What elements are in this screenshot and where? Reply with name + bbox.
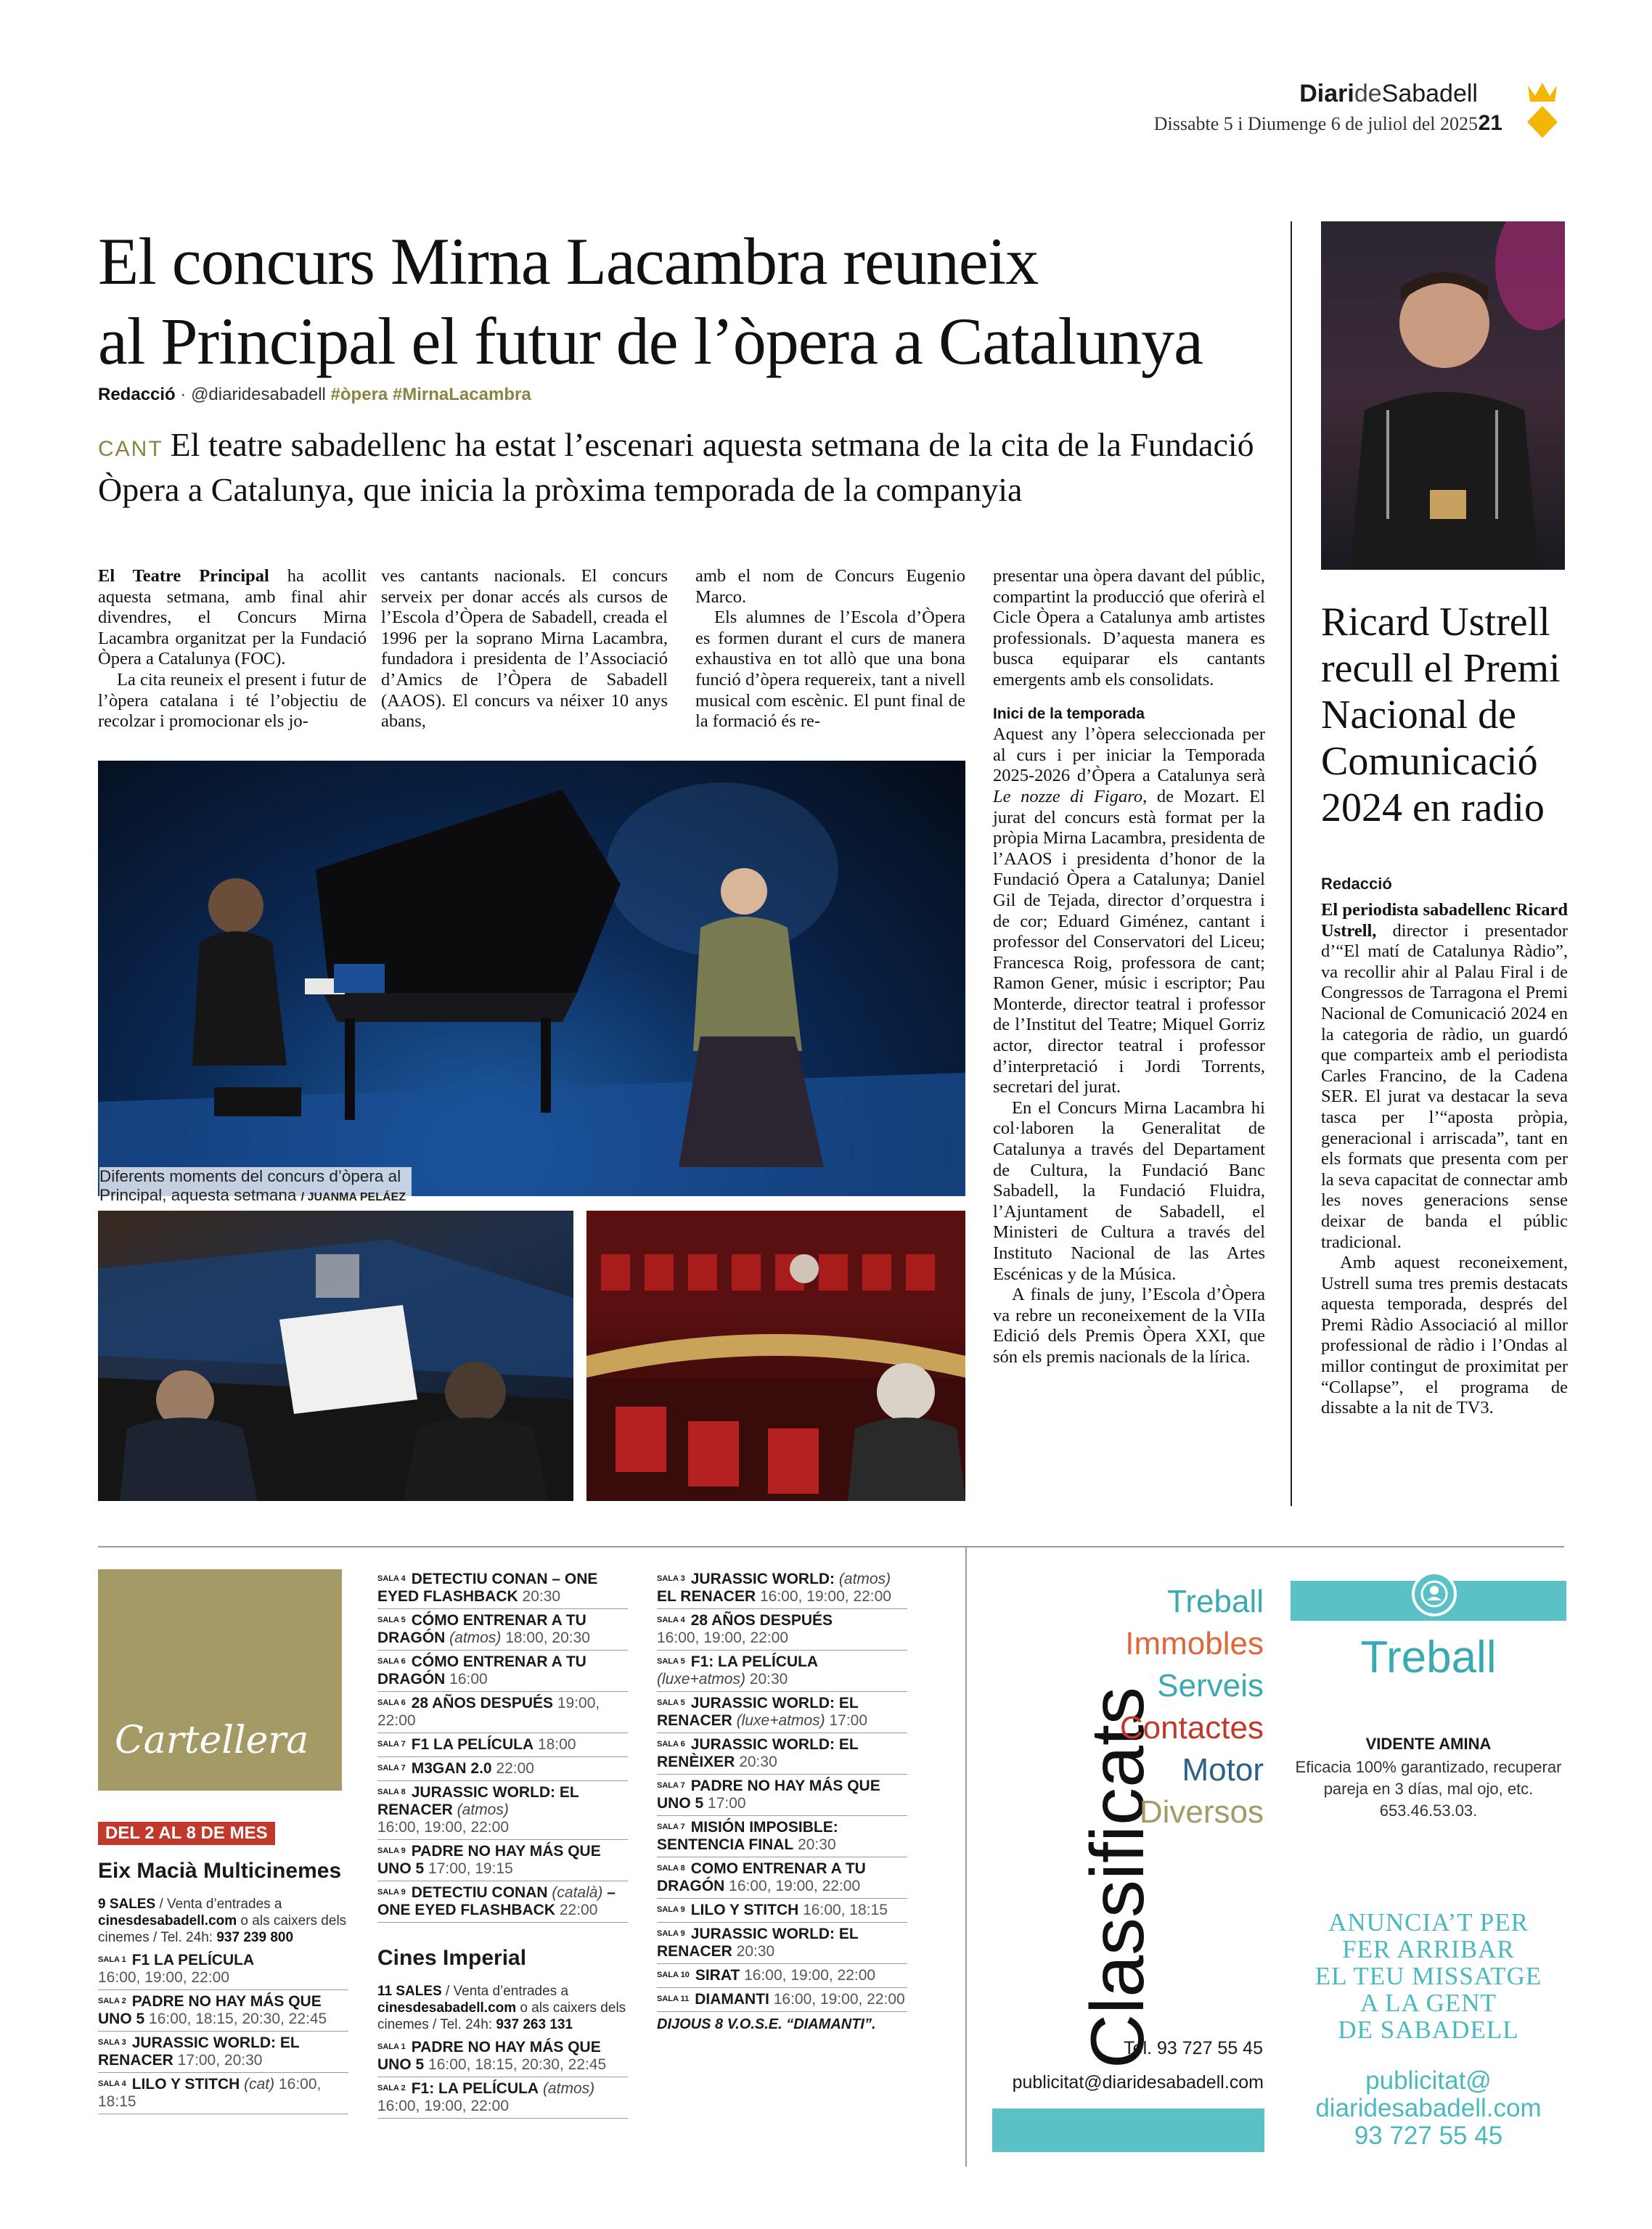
film-title: CÓMO ENTRENAR A TU DRAGÓN	[377, 1653, 586, 1688]
col1-paragraph-2: La cita reuneix el present i futur de l’òpera catalana i té l’objectiu de recolzar i promocionar els jo-	[98, 669, 367, 732]
sala-number: SALA 7	[377, 1740, 406, 1749]
sala-number: SALA 5	[377, 1616, 406, 1624]
listing-row	[377, 1881, 628, 1923]
page-number: 21	[1478, 111, 1502, 135]
category-serveis[interactable]: Serveis	[1157, 1668, 1264, 1704]
piano-scene-illustration	[98, 761, 965, 1196]
film-title: PADRE NO HAY MÁS QUE UNO 5	[377, 1843, 601, 1877]
caption-text: Diferents moments del concurs d’òpera al Principal, aquesta setmana	[99, 1167, 401, 1204]
col3-paragraph-1: amb el nom de Concurs Eugenio Marco.	[695, 566, 965, 607]
showtimes: 18:00	[533, 1736, 576, 1753]
listing-row	[657, 1775, 907, 1816]
photo-jury-table	[98, 1211, 573, 1501]
article-column-2	[381, 566, 668, 732]
listing-row	[98, 2073, 348, 2114]
eix-web-link[interactable]: cinesdesabadell.com	[98, 1913, 237, 1929]
sala-number: SALA 1	[98, 1955, 126, 1964]
showtimes: 16:00, 18:15, 20:30, 22:45	[424, 2056, 607, 2073]
imperial-web-link[interactable]: cinesdesabadell.com	[377, 2000, 517, 2016]
person-search-icon	[1412, 1571, 1457, 1616]
listing-row	[657, 1964, 907, 1988]
sala-number: SALA 5	[657, 1657, 685, 1666]
eix-sales: 9 SALES	[98, 1897, 156, 1912]
listing-row	[657, 1651, 907, 1692]
film-format: (atmos)	[445, 1629, 502, 1646]
film-title: F1 LA PELÍCULA	[131, 1952, 255, 1968]
film-title: PADRE NO HAY MÁS QUE UNO 5	[657, 1778, 880, 1812]
film-title: JURASSIC WORLD: EL RENACER	[657, 1695, 859, 1729]
sala-number: SALA 3	[657, 1574, 685, 1583]
cinema-imperial	[377, 1945, 628, 2119]
film-title-cont: EL RENACER	[657, 1588, 756, 1605]
showtimes: 17:00, 19:15	[424, 1860, 513, 1877]
sala-number: SALA 6	[377, 1657, 406, 1666]
imperial-tel: 937 263 131	[496, 2017, 573, 2032]
promo-text	[1291, 1909, 1566, 2043]
listing-row	[377, 1651, 628, 1692]
showtimes: 16:00, 19:00, 22:00	[724, 1878, 861, 1894]
film-title: LILO Y STITCH	[690, 1902, 799, 1918]
imperial-listing-col1	[377, 2036, 628, 2119]
headline-line-2: al Principal el futur de l’òpera a Catalunya	[98, 304, 1203, 378]
sidebar-lead: El periodista sabadellenc Ricard Ustrell,	[1321, 900, 1568, 941]
byline	[98, 385, 531, 405]
listing-row	[377, 1733, 628, 1757]
sala-number: SALA 6	[657, 1740, 685, 1749]
showtimes: 17:00, 20:30	[173, 2052, 263, 2069]
cinema-name-imperial: Cines Imperial	[377, 1946, 527, 1970]
showtimes: 16:00, 19:00, 22:00	[657, 1629, 788, 1646]
film-format: (luxe+atmos)	[657, 1671, 745, 1688]
col4-paragraph-4: A finals de juny, l’Escola d’Òpera va rebre un reconeixement de la VIIa Edició dels Premis Òpera XXI, que són els premis nacionals de la lírica.	[993, 1285, 1265, 1367]
cartellera-dates: DEL 2 AL 8 DE MES	[98, 1822, 275, 1845]
category-contactes[interactable]: Contactes	[1119, 1710, 1264, 1746]
sala-number: SALA 10	[657, 1971, 690, 1979]
eix-info-a: / Venta d’entrades a	[155, 1897, 282, 1912]
sidebar-paragraph-1	[1321, 900, 1568, 1253]
photo-caption	[99, 1167, 412, 1207]
film-format: (atmos)	[539, 2080, 595, 2097]
sala-number: SALA 2	[98, 1997, 126, 2005]
sala-number: SALA 4	[657, 1616, 685, 1624]
masthead-date: Dissabte 5 i Diumenge 6 de juliol del 2025	[1153, 113, 1478, 134]
cartellera-label: Cartellera	[115, 1719, 309, 1762]
contact-line-2[interactable]: diaridesabadell.com	[1315, 2094, 1542, 2122]
photo-audience	[586, 1211, 965, 1501]
film-title: F1 LA PELÍCULA	[411, 1736, 534, 1753]
category-immobles[interactable]: Immobles	[1125, 1626, 1264, 1661]
film-title: JURASSIC WORLD: EL RENACER	[377, 1784, 579, 1818]
listing-row	[657, 1816, 907, 1857]
film-title: MISIÓN IMPOSIBLE: SENTENCIA FINAL	[657, 1819, 838, 1853]
film-title: 28 AÑOS DESPUÉS	[411, 1695, 554, 1711]
sidebar-paragraph-2: Amb aquest reconeixement, Ustrell suma tres premis destacats aquesta temporada, després del Premi Ràdio Associació al millor professional de ràdio i l’Ondas al millor contingut de proximitat per “Collapse”, el programa de dissabte a la nit de TV3.	[1321, 1253, 1568, 1418]
sidebar-author: Redacció	[1321, 875, 1392, 893]
sala-number: SALA 7	[657, 1823, 685, 1831]
headline-line-1: El concurs Mirna Lacambra reuneix	[98, 224, 1039, 298]
listing-row	[377, 1609, 628, 1651]
showtimes: 16:00, 18:15, 20:30, 22:45	[144, 2011, 327, 2027]
logo-part-diari: Diari	[1299, 80, 1354, 107]
imperial-listing-col2-wrap	[657, 1568, 907, 2033]
byline-author: Redacció	[98, 385, 176, 404]
byline-handle[interactable]: @diaridesabadell	[191, 385, 326, 404]
sala-number: SALA 6	[377, 1698, 406, 1707]
listing-row	[377, 1757, 628, 1781]
contact-line-1[interactable]: publicitat@	[1365, 2066, 1492, 2095]
listing-row	[377, 2036, 628, 2077]
film-title: COMO ENTRENAR A TU DRAGÓN	[657, 1860, 866, 1894]
showtimes: 20:30	[793, 1836, 836, 1853]
film-title: PADRE NO HAY MÁS QUE UNO 5	[98, 1993, 322, 2027]
sala-number: SALA 9	[657, 1905, 685, 1914]
listing-row	[377, 1840, 628, 1881]
showtimes: 16:00, 19:00, 22:00	[377, 1819, 509, 1836]
listing-row	[657, 1857, 907, 1899]
listing-row	[657, 1568, 907, 1609]
film-format: (luxe+atmos)	[732, 1712, 825, 1729]
film-format: (atmos)	[452, 1801, 509, 1818]
showtimes: 20:30	[732, 1943, 775, 1960]
listing-row	[657, 1988, 907, 2012]
listing-row	[657, 1609, 907, 1651]
listing-row	[377, 1568, 628, 1609]
cinema-info-eix	[98, 1896, 348, 1946]
eix-listing-col2	[377, 1568, 628, 1923]
eix-listing-col1	[98, 1949, 348, 2114]
standfirst	[98, 425, 1259, 510]
showtimes: 16:00, 19:00, 22:00	[769, 1991, 905, 2008]
col2-paragraph-1: ves cantants nacionals. El concurs serveix per donar accés als cursos de l’Escola d’Òpera de Sabadell, creada el 1996 per la soprano Mirna Lacambra, fundadora i presidenta de l’Associació d’Amics de l’Òpera de Sabadell (AAOS). El concurs va néixer 10 anys abans,	[381, 566, 668, 732]
listing-row	[657, 1899, 907, 1923]
sala-number: SALA 4	[98, 2079, 126, 2088]
showtimes: 17:00	[703, 1795, 746, 1812]
film-title: DIAMANTI	[695, 1991, 769, 2008]
classificats-email[interactable]: publicitat@diaridesabadell.com	[1012, 2072, 1264, 2093]
article-column-4	[993, 566, 1265, 1368]
byline-tags[interactable]: #òpera #MirnaLacambra	[330, 385, 531, 404]
film-format: (cat)	[240, 2076, 275, 2093]
showtimes: 20:30	[518, 1588, 561, 1605]
listing-row	[98, 1949, 348, 1990]
film-title: JURASSIC WORLD: EL RENÈIXER	[657, 1736, 859, 1770]
showtimes: 19:00, 22:00	[377, 1695, 600, 1729]
col4-p2-b: , de Mozart. El jurat del concurs està format per la pròpia Mirna Lacambra, presidenta de l’AAOS i presidenta d’honor de la Fundació Òpera a Catalunya; Daniel Gil de Tejada, director d’orquestra i de cor; Eduard Giménez, cantant i professor del Conservatori del Liceu; Francesca Roig, professora de cant; Ramon Gener, músic i escriptor; Pau Monterde, director teatral i professor de l’Institut del Teatre; Miquel Gorriz actor, director teatral i professor d’interpretació i Jordi Torrents, secretari del jurat.	[993, 786, 1265, 1097]
classificats-tel: Tel. 93 727 55 45	[1124, 2038, 1263, 2058]
presenter-illustration	[1321, 221, 1565, 570]
col1-text: ha acollit aquesta setmana, amb final ahir divendres, el Concurs Mirna Lacambra organitzat per la Fundació Òpera a Catalunya (FOC).	[98, 566, 367, 669]
film-title: LILO Y STITCH	[131, 2076, 240, 2093]
article-column-1	[98, 566, 367, 732]
sala-number: SALA 5	[657, 1698, 685, 1707]
col4-paragraph-2	[993, 724, 1265, 1098]
sabadell-crest-icon	[1524, 80, 1561, 138]
film-title: JURASSIC WORLD:	[690, 1571, 835, 1587]
sala-number: SALA 8	[657, 1864, 685, 1873]
listing-row	[98, 1990, 348, 2032]
showtimes: 16:00, 18:15	[798, 1902, 888, 1918]
promo-contact	[1291, 2067, 1566, 2150]
sidebar-text-1: director i presentador d’“El matí de Catalunya Ràdio”, va recollir ahir al Palau Firal i de Congressos de Tarragona el Premi Nacional de Comunicació 2024 en la categoria de ràdio, un guardó que comparteix amb el periodista Carles Francino, de la Cadena SER. El jurat va destacar la seva tasca per l’“aposta pròpia, generacional i arriscada”, tant en els formats que presenta com per la seva capacitat de connectar amb les noves generacions sense deixar de banda el públic tradicional.	[1321, 920, 1568, 1252]
film-title: JURASSIC WORLD: EL RENACER	[98, 2034, 300, 2069]
col4-paragraph-3: En el Concurs Mirna Lacambra hi col·laboren la Generalitat de Catalunya a través del Departament de Cultura, la Fundació Banc Sabadell, la Fundació Fluidra, l’Ajuntament de Sabadell, el Ministeri de Cultura a través del Instituto Nacional de las Artes Escénicas y de la Música.	[993, 1097, 1265, 1284]
category-motor[interactable]: Motor	[1182, 1752, 1264, 1788]
sidebar-headline: Ricard Ustrell recull el Premi Nacional de Comunicació 2024 en radio	[1321, 600, 1561, 830]
showtimes: 17:00	[825, 1712, 868, 1729]
section-label: CANT	[98, 437, 163, 461]
classificats-accent-bar	[992, 2109, 1264, 2152]
film-title: F1: LA PELÍCULA	[690, 1653, 819, 1670]
listing-row	[377, 1781, 628, 1840]
category-diversos[interactable]: Diversos	[1139, 1794, 1264, 1830]
showtimes: 16:00, 19:00, 22:00	[756, 1588, 891, 1605]
showtimes: 18:00, 20:30	[501, 1629, 590, 1646]
showtimes: 20:30	[745, 1671, 788, 1688]
promo-line-3: EL TEU MISSATGE	[1314, 1962, 1542, 1990]
film-format: (atmos)	[835, 1571, 891, 1587]
sidebar-body	[1321, 900, 1568, 1419]
film-title-cont: – ONE EYED FLASHBACK	[377, 1884, 616, 1918]
film-title: M3GAN 2.0	[411, 1760, 492, 1777]
masthead-logo	[1299, 80, 1478, 108]
cinema-name-eix: Eix Macià Multicinemes	[98, 1859, 342, 1883]
sala-number: SALA 2	[377, 2084, 406, 2093]
imperial-sales: 11 SALES	[377, 1984, 442, 1999]
ad-body: Eficacia 100% garantizado, recuperar pareja en 3 días, mal ojo, etc. 653.46.53.03.	[1295, 1758, 1562, 1820]
showtimes: 16:00	[445, 1671, 488, 1688]
showtimes: 16:00, 19:00, 22:00	[377, 2098, 509, 2114]
film-title: JURASSIC WORLD: EL RENACER	[657, 1926, 859, 1960]
standfirst-text: El teatre sabadellenc ha estat l’escenari aquesta setmana de la cita de la Fundació Òpera a Catalunya, que inicia la pròxima temporada de la companyia	[98, 426, 1254, 508]
sala-number: SALA 4	[377, 1574, 406, 1583]
showtimes: 22:00	[555, 1902, 598, 1918]
jury-scene-illustration	[98, 1211, 573, 1501]
eix-listing-col2-wrap	[377, 1568, 628, 1923]
imperial-info-b: o als caixers dels cinemes / Tel. 24h:	[377, 2000, 626, 2032]
sala-number: SALA 9	[657, 1929, 685, 1938]
promo-line-1: ANUNCIA’T PER	[1328, 1908, 1529, 1936]
caption-credit: / JUANMA PELÁEZ	[300, 1191, 406, 1203]
film-title: SIRAT	[695, 1967, 740, 1984]
promo-line-2: FER ARRIBAR	[1342, 1935, 1515, 1963]
showtimes: 22:00	[491, 1760, 534, 1777]
showtimes: 16:00, 19:00, 22:00	[98, 1969, 229, 1986]
sala-number: SALA 11	[657, 1995, 690, 2003]
logo-part-de: de	[1354, 80, 1382, 107]
film-title: DETECTIU CONAN – ONE EYED FLASHBACK	[377, 1571, 598, 1605]
photo-piano-singer	[98, 761, 965, 1196]
film-title: F1: LA PELÍCULA	[411, 2080, 539, 2097]
sala-number: SALA 8	[377, 1788, 406, 1796]
sidebar-divider	[1291, 221, 1292, 1506]
byline-separator: ·	[180, 385, 192, 404]
showtimes: 16:00, 19:00, 22:00	[740, 1967, 876, 1984]
ad-heading: VIDENTE AMINA	[1365, 1735, 1492, 1753]
article-column-3	[695, 566, 965, 732]
classificats-divider	[965, 1546, 967, 2167]
logo-part-sabadell: Sabadell	[1381, 80, 1478, 107]
cinema-info-imperial	[377, 1983, 628, 2033]
col4-subhead: Inici de la temporada	[993, 705, 1145, 722]
listing-row	[657, 1692, 907, 1733]
col1-paragraph-1	[98, 566, 367, 670]
category-treball[interactable]: Treball	[1167, 1584, 1264, 1619]
sala-number: SALA 7	[377, 1764, 406, 1772]
showtimes: 20:30	[735, 1754, 777, 1770]
col4-p2-a: Aquest any l’òpera seleccionada per al curs i per iniciar la Temporada 2025-2026 d’Òpera a Catalunya serà	[993, 724, 1265, 786]
film-format: (català)	[547, 1884, 603, 1901]
listing-row	[377, 1692, 628, 1733]
col4-paragraph-1: presentar una òpera davant del públic, compartint la producció que oferirà el Cicle Òpera a Catalunya amb artistes professionals. D’aquesta manera es busca equiparar els cantants emergents amb els consolidats.	[993, 566, 1265, 690]
film-title: PADRE NO HAY MÁS QUE UNO 5	[377, 2039, 601, 2073]
sala-number: SALA 3	[98, 2038, 126, 2047]
showtimes: 16:00, 18:15	[98, 2076, 322, 2110]
contact-line-3: 93 727 55 45	[1354, 2122, 1503, 2150]
col1-lead: El Teatre Principal	[98, 566, 269, 586]
film-title: DETECTIU CONAN	[411, 1884, 548, 1901]
audience-scene-illustration	[586, 1211, 965, 1501]
vose-note: DIJOUS 8 V.O.S.E. “DIAMANTI”.	[657, 2016, 876, 2032]
article-headline	[98, 221, 1259, 381]
listing-row	[657, 1733, 907, 1775]
col3-paragraph-2: Els alumnes de l’Escola d’Òpera es formen durant el curs de manera exhaustiva en tot allò que una bona funció d’òpera requereix, tant a nivell musical com escènic. El punt final de la formació és re-	[695, 608, 965, 732]
promo-line-4: A LA GENT	[1360, 1989, 1497, 2017]
sala-number: SALA 7	[657, 1781, 685, 1790]
film-title: CÓMO ENTRENAR A TU DRAGÓN	[377, 1612, 586, 1646]
imperial-listing-col2	[657, 1568, 907, 2012]
film-title: 28 AÑOS DESPUÉS	[690, 1612, 833, 1629]
imperial-info-a: / Venta d’entrades a	[441, 1984, 569, 1999]
listing-row	[657, 1923, 907, 1964]
listing-row	[377, 2077, 628, 2119]
classificats-title: Classificats	[1076, 1687, 1160, 2069]
cinema-eix-macia	[98, 1858, 348, 2114]
treball-title: Treball	[1360, 1632, 1497, 1682]
sala-number: SALA 1	[377, 2042, 406, 2051]
sala-number: SALA 9	[377, 1888, 406, 1897]
photo-ricard-ustrell	[1321, 221, 1565, 570]
eix-tel: 937 239 800	[216, 1930, 294, 1945]
promo-line-5: DE SABADELL	[1338, 2016, 1519, 2044]
bottom-divider	[98, 1546, 1564, 1547]
sala-number: SALA 9	[377, 1846, 406, 1855]
opera-title: Le nozze di Figaro	[993, 786, 1143, 806]
listing-row	[98, 2032, 348, 2073]
eix-info-b: o als caixers dels cinemes / Tel. 24h:	[98, 1913, 347, 1945]
